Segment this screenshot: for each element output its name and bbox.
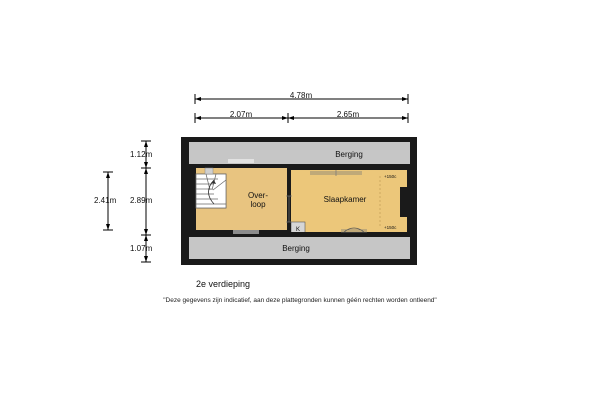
height-mark-top: +150c bbox=[384, 174, 397, 179]
landing-label-line1: Over- bbox=[248, 191, 268, 200]
storage-bottom-label: Berging bbox=[282, 244, 310, 253]
disclaimer-text: "Deze gegevens zijn indicatief, aan deze plattegronden kunnen géén rechten worden ontleend" bbox=[163, 297, 437, 304]
bottom-depth-label: 1.07m bbox=[130, 244, 153, 253]
height-mark-bottom: +150c bbox=[384, 225, 397, 230]
floor-caption: 2e verdieping bbox=[196, 279, 251, 289]
right-width-label: 2.65m bbox=[336, 110, 360, 119]
bedroom-label: Slaapkamer bbox=[323, 195, 367, 204]
cupboard-mark: K bbox=[295, 227, 301, 233]
overall-width-label: 4.78m bbox=[289, 91, 313, 100]
middle-depth-label: 2.89m bbox=[130, 196, 153, 205]
storage-top-label: Berging bbox=[335, 150, 363, 159]
left-width-label: 2.07m bbox=[229, 110, 253, 119]
staircase bbox=[196, 174, 226, 208]
landing-niche bbox=[205, 168, 213, 174]
storage-top-floor bbox=[189, 142, 410, 164]
top-depth-label: 1.12m bbox=[130, 150, 153, 159]
stair-depth-label: 2.41m bbox=[94, 196, 117, 205]
landing-label-line2: loop bbox=[250, 200, 266, 209]
